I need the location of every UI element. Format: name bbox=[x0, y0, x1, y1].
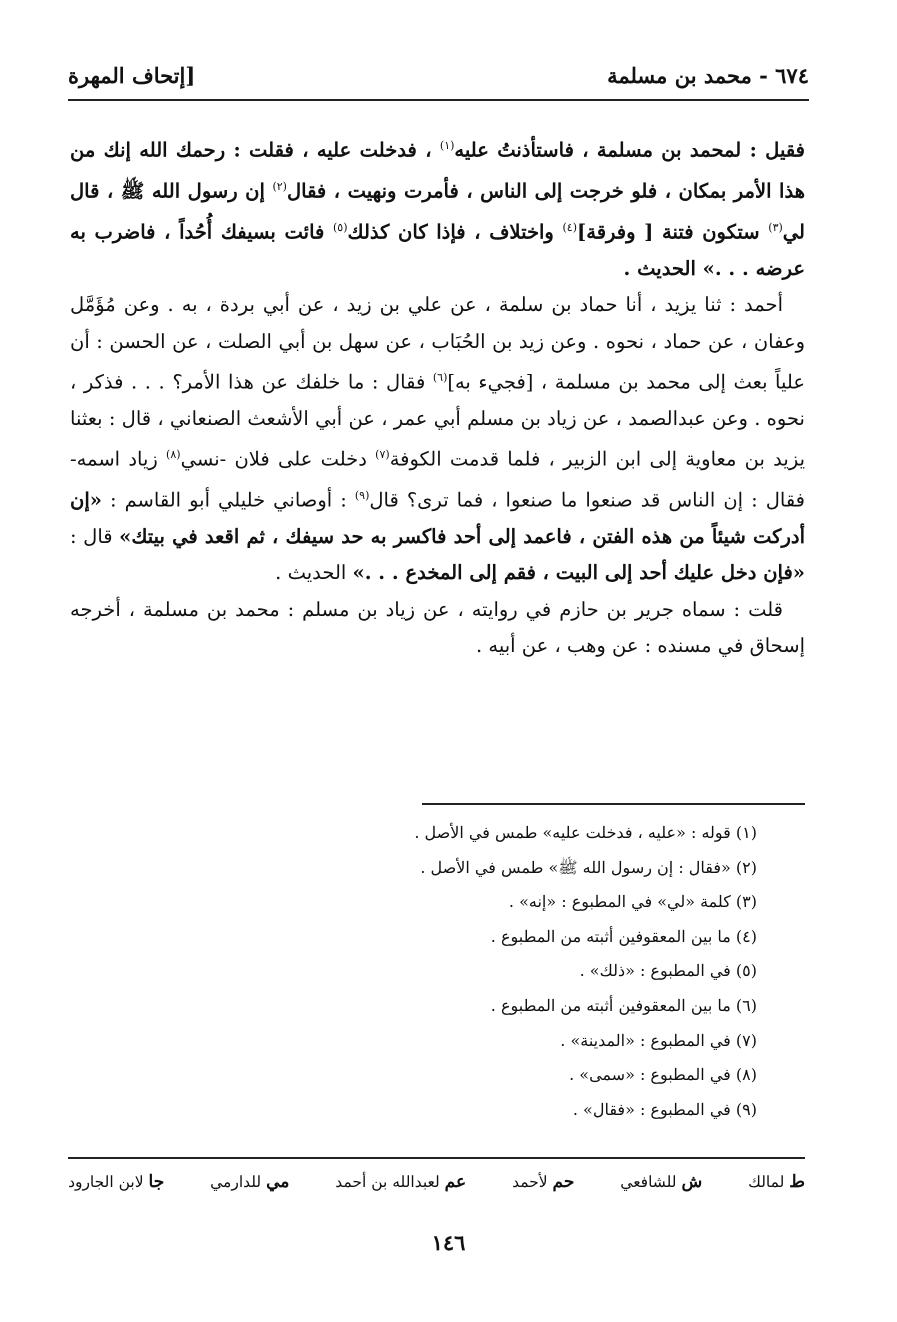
text-segment: ، فدخلت عليه ، فقلت : رحمك الله إنك من هذا الأمر بمكان ، فلو خرجت إلى الناس ، فأمرت ونهيت ، فقال bbox=[70, 138, 805, 203]
abbreviation-symbol: ط bbox=[789, 1172, 805, 1192]
abbreviation-meaning: لأحمد bbox=[512, 1173, 548, 1191]
text-segment: أحمد : ثنا يزيد ، أنا حماد بن سلمة ، عن علي بن زيد ، عن أبي بردة ، به . وعن مُؤَمَّل وعفان ، عن حماد ، نحوه . وعن زيد بن الحُبَاب ، عن سهل بن أبي الصلت ، عن الحسن : أن علياً بعث إلى محمد بن مسلمة ، [فجيء به] bbox=[70, 293, 805, 394]
footnote-ref: (٢) bbox=[272, 179, 287, 193]
footnote: (١) قوله : «عليه ، فدخلت عليه» طمس في الأصل . bbox=[414, 823, 757, 842]
text-segment: قال : bbox=[70, 525, 120, 549]
text-segment: واختلاف ، فإذا كان كذلك bbox=[347, 220, 563, 244]
footnote-ref: (٤) bbox=[562, 220, 578, 234]
abbreviation bbox=[512, 1172, 574, 1192]
abbreviation bbox=[335, 1172, 466, 1192]
abbreviation-symbol: جا bbox=[148, 1172, 165, 1192]
footnote-ref: (١) bbox=[439, 139, 455, 152]
abbreviation-meaning: للشافعي bbox=[620, 1173, 677, 1191]
footnote: (٧) في المطبوع : «المدينة» . bbox=[560, 1030, 757, 1050]
page-number: ١٤٦ bbox=[431, 1230, 466, 1255]
footnote-ref: (٩) bbox=[354, 489, 370, 503]
running-header bbox=[68, 58, 809, 92]
abbreviation-symbol: عم bbox=[444, 1172, 467, 1192]
abbreviation-symbol: حم bbox=[552, 1172, 575, 1192]
abbreviation bbox=[620, 1172, 702, 1192]
abbreviation bbox=[210, 1172, 289, 1192]
hadith-quote: «فإن دخل عليك أحد إلى البيت ، فقم إلى المخدع . . .» bbox=[352, 561, 805, 585]
paragraph-1 bbox=[70, 128, 805, 287]
paragraph-2 bbox=[70, 287, 805, 592]
text-segment: الحديث . bbox=[275, 561, 353, 585]
header-divider bbox=[68, 99, 809, 101]
abbreviation-meaning: لابن الجارود bbox=[68, 1173, 144, 1191]
book-title: [إتحاف المهرة bbox=[68, 62, 196, 88]
abbreviation bbox=[748, 1172, 805, 1192]
footnote-ref: (٣) bbox=[768, 220, 783, 234]
footnote: (٥) في المطبوع : «ذلك» . bbox=[579, 961, 757, 981]
text-segment: ستكون فتنة [ وفرقة] bbox=[577, 220, 769, 244]
entry-title: ٦٧٤ - محمد بن مسلمة bbox=[607, 62, 809, 88]
abbreviation-meaning: لمالك bbox=[748, 1173, 785, 1191]
footnote-divider bbox=[422, 803, 805, 805]
footnote-ref: (٥) bbox=[333, 220, 348, 234]
footnotes-list bbox=[157, 816, 757, 1127]
abbreviation-meaning: لعبدالله بن أحمد bbox=[335, 1173, 440, 1191]
footnote: (٤) ما بين المعقوفين أثبته من المطبوع . bbox=[490, 926, 757, 946]
text-segment: دخلت على فلان -نسي bbox=[180, 447, 376, 471]
footnote-ref: (٧) bbox=[375, 448, 390, 462]
footnote: (٩) في المطبوع : «فقال» . bbox=[572, 1099, 757, 1119]
footnote: (٨) في المطبوع : «سمى» . bbox=[569, 1065, 757, 1085]
text-segment: فقيل : لمحمد بن مسلمة ، فاستأذنتُ عليه bbox=[454, 138, 806, 162]
text-segment: زياد اسمه- فقال : إن الناس قد صنعوا ما صنعوا ، فما ترى؟ قال bbox=[70, 447, 806, 512]
abbreviations-key bbox=[68, 1164, 805, 1200]
text-segment: إن رسول الله ﷺ ، قال لي bbox=[70, 179, 805, 244]
abbreviation bbox=[68, 1172, 164, 1192]
text-segment: فائت بسيفك أُحُداً ، فاضرب به عرضه . . .» الحديث . bbox=[70, 220, 805, 280]
footnote: (٢) «فقال : إن رسول الله ﷺ» طمس في الأصل . bbox=[420, 857, 757, 877]
hadith-quote: «إن أدركت شيئاً من هذه الفتن ، فاعمد إلى أحد فاكسر به حد سيفك ، ثم اقعد في بيتك» bbox=[70, 488, 805, 549]
abbreviation-meaning: للدارمي bbox=[210, 1173, 262, 1191]
footnote: (٦) ما بين المعقوفين أثبته من المطبوع . bbox=[490, 995, 757, 1015]
footnote-ref: (٦) bbox=[432, 370, 448, 384]
footnote-ref: (٨) bbox=[166, 448, 181, 462]
paragraph-3: قلت : سماه جرير بن حازم في روايته ، عن زياد بن مسلم : محمد بن مسلمة ، أخرجه إسحاق في مسنده : عن وهب ، عن أبيه . bbox=[70, 597, 805, 658]
text-segment: : أوصاني خليلي أبو القاسم : bbox=[101, 488, 355, 512]
text-segment: فقال : ما خلفك عن هذا الأمر؟ . . . فذكر ، نحوه . وعن عبدالصمد ، عن زياد بن مسلم أبي عمر ، عن أبي الأشعث الصنعاني ، قال : بعثنا يزيد بن معاوية إلى ابن الزبير ، فلما قدمت الكوفة bbox=[70, 370, 806, 471]
abbreviation-symbol: مي bbox=[266, 1172, 290, 1192]
footnote: (٣) كلمة «لي» في المطبوع : «إنه» . bbox=[508, 892, 757, 912]
main-text bbox=[70, 128, 805, 665]
abbreviation-symbol: ش bbox=[681, 1172, 703, 1192]
abbreviations-divider bbox=[68, 1157, 805, 1159]
